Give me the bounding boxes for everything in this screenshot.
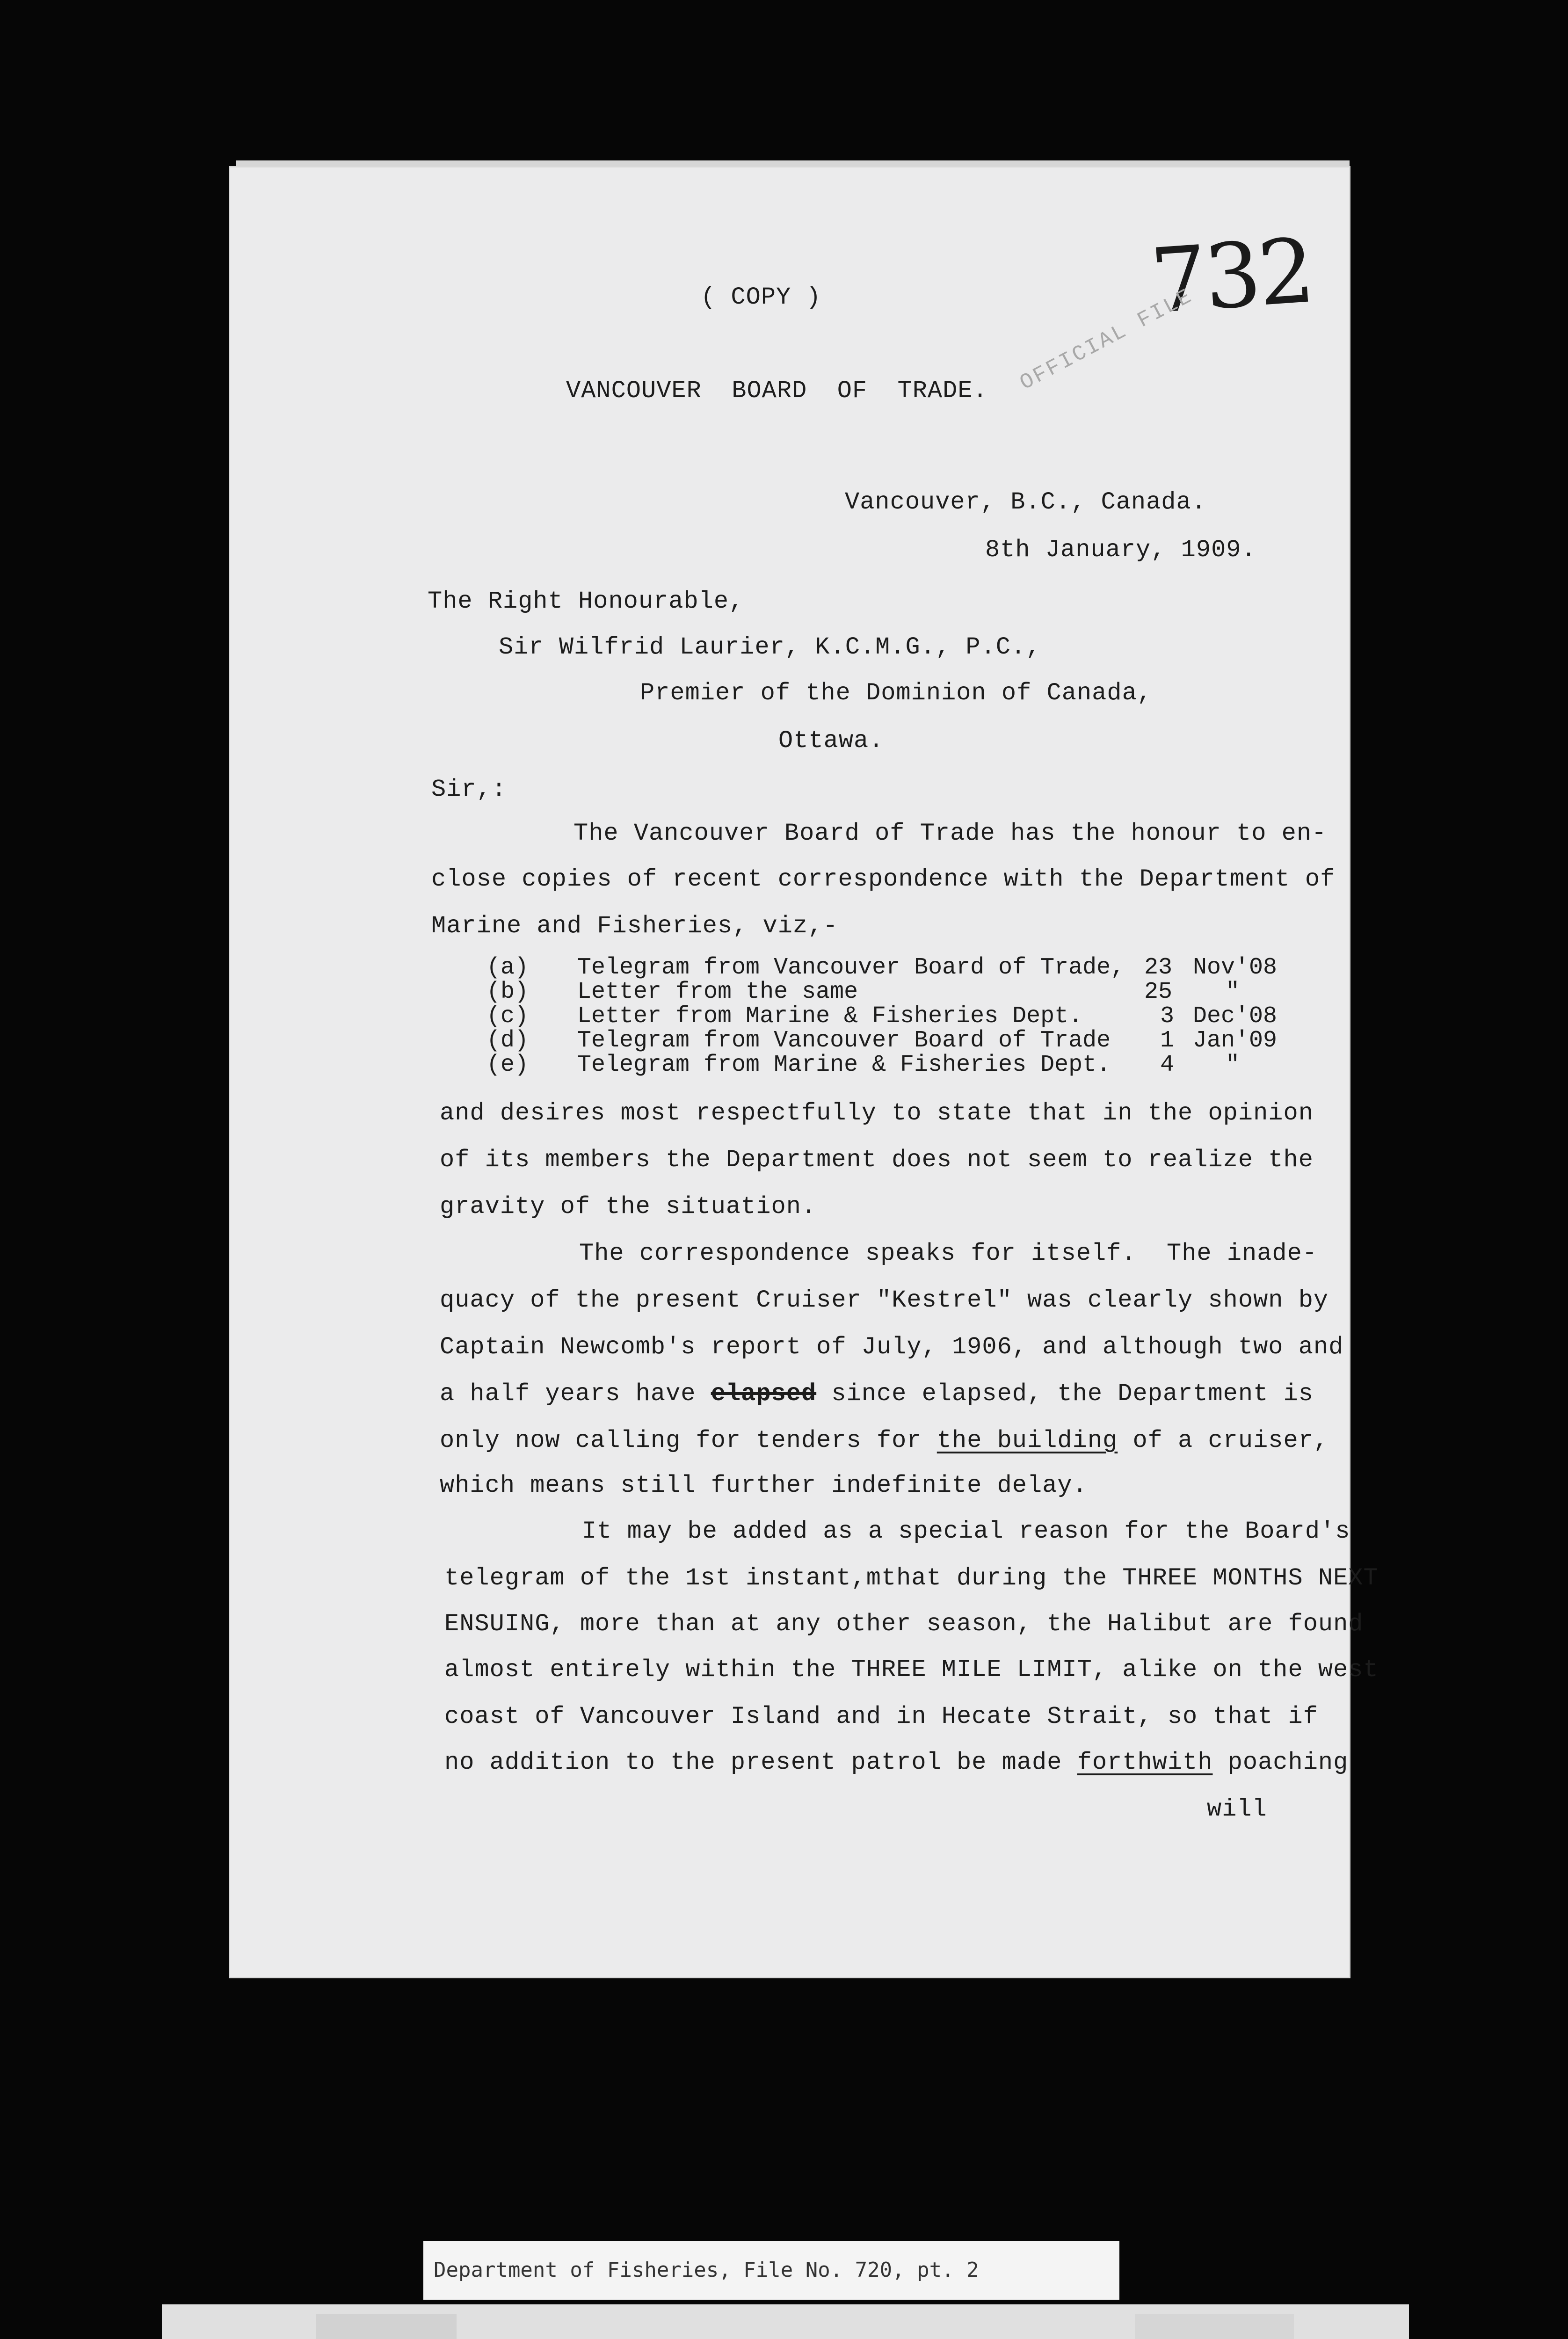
enclosure-item [486,979,1240,1005]
body-line: ENSUING, more than at any other season, the Halibut are found [444,1610,1364,1638]
addressee-line: Ottawa. [778,727,884,755]
body-line: which means still further indefinite delay. [440,1472,1088,1499]
body-line: The correspondence speaks for itself. The inade- [579,1240,1318,1267]
archive-caption: Department of Fisheries, File No. 720, pt. 2 [423,2241,1119,2300]
enclosure-date: Nov'08 [1193,954,1278,981]
enclosure-date: Dec'08 [1193,1003,1278,1030]
enclosure-letter: (d) [486,1027,529,1054]
copy-label: ( COPY ) [701,283,821,311]
official-file-stamp: OFFICIAL FILE [1016,283,1198,396]
addressee-line: Sir Wilfrid Laurier, K.C.M.G., P.C., [499,633,1041,661]
body-line: Captain Newcomb's report of July, 1906, and although two and [440,1333,1344,1361]
underlined-phrase: the building [936,1427,1118,1454]
body-line: Marine and Fisheries, viz,- [431,912,838,940]
underlined-phrase: forthwith [1077,1749,1213,1776]
salutation: Sir,: [431,776,507,803]
body-line: It may be added as a special reason for the Board's [582,1518,1350,1545]
enclosure-letter: (e) [486,1052,529,1078]
body-line: quacy of the present Cruiser "Kestrel" was clearly shown by [440,1286,1329,1314]
body-line: close copies of recent correspondence with the Department of [431,865,1336,893]
enclosure-item [486,1003,1278,1030]
enclosure-letter: (b) [486,979,529,1005]
body-line: gravity of the situation. [440,1193,817,1220]
body-line: telegram of the 1st instant,mthat during the THREE MONTHS NEXT [444,1564,1379,1592]
body-line: a half years have elapsed since elapsed, the Department is [440,1380,1314,1408]
body-line: only now calling for tenders for the building of a cruiser, [440,1427,1329,1454]
body-line: and desires most respectfully to state that in the opinion [440,1099,1314,1127]
enclosure-letter: (a) [486,954,529,981]
body-line: almost entirely within the THREE MILE LIMIT, alike on the west [444,1656,1379,1684]
enclosure-date: " [1226,979,1240,1005]
struck-word: elapsed [711,1380,817,1408]
letter-date: 8th January, 1909. [985,536,1256,564]
enclosure-day: 23 [1144,954,1173,981]
enclosure-item [486,1052,1240,1078]
catchword: will [1207,1795,1267,1823]
enclosure-text: Telegram from Marine & Fisheries Dept. [577,1052,1111,1078]
enclosure-item [486,954,1278,981]
tape-strip [1135,2314,1294,2339]
letterhead: VANCOUVER BOARD OF TRADE. [566,377,988,405]
enclosure-day: 25 [1144,979,1173,1005]
enclosure-list [486,954,1278,1078]
body-line: of its members the Department does not seem to realize the [440,1146,1314,1174]
addressee-line: Premier of the Dominion of Canada, [640,679,1152,707]
enclosure-text: Telegram from Vancouver Board of Trade [577,1027,1111,1054]
enclosure-date: Jan'09 [1193,1027,1278,1054]
enclosure-text: Letter from the same [577,979,858,1005]
body-line: The Vancouver Board of Trade has the honour to en- [573,820,1327,847]
enclosure-day: 3 [1160,1003,1175,1030]
addressee-line: The Right Honourable, [428,588,744,615]
enclosure-day: 1 [1160,1027,1175,1054]
enclosure-date: " [1226,1052,1240,1078]
tape-strip [316,2314,457,2339]
enclosure-day: 4 [1160,1052,1175,1078]
archive-stamp [162,2304,1409,2339]
body-line: coast of Vancouver Island and in Hecate Strait, so that if [444,1703,1318,1730]
body-line: no addition to the present patrol be made forthwith poaching [444,1749,1349,1776]
handwritten-file-number: 732 [1147,219,1315,334]
enclosure-text: Telegram from Vancouver Board of Trade, [577,954,1125,981]
enclosure-item [486,1027,1278,1054]
enclosure-letter: (c) [486,1003,529,1030]
letter-place: Vancouver, B.C., Canada. [845,488,1206,516]
enclosure-text: Letter from Marine & Fisheries Dept. [577,1003,1083,1030]
